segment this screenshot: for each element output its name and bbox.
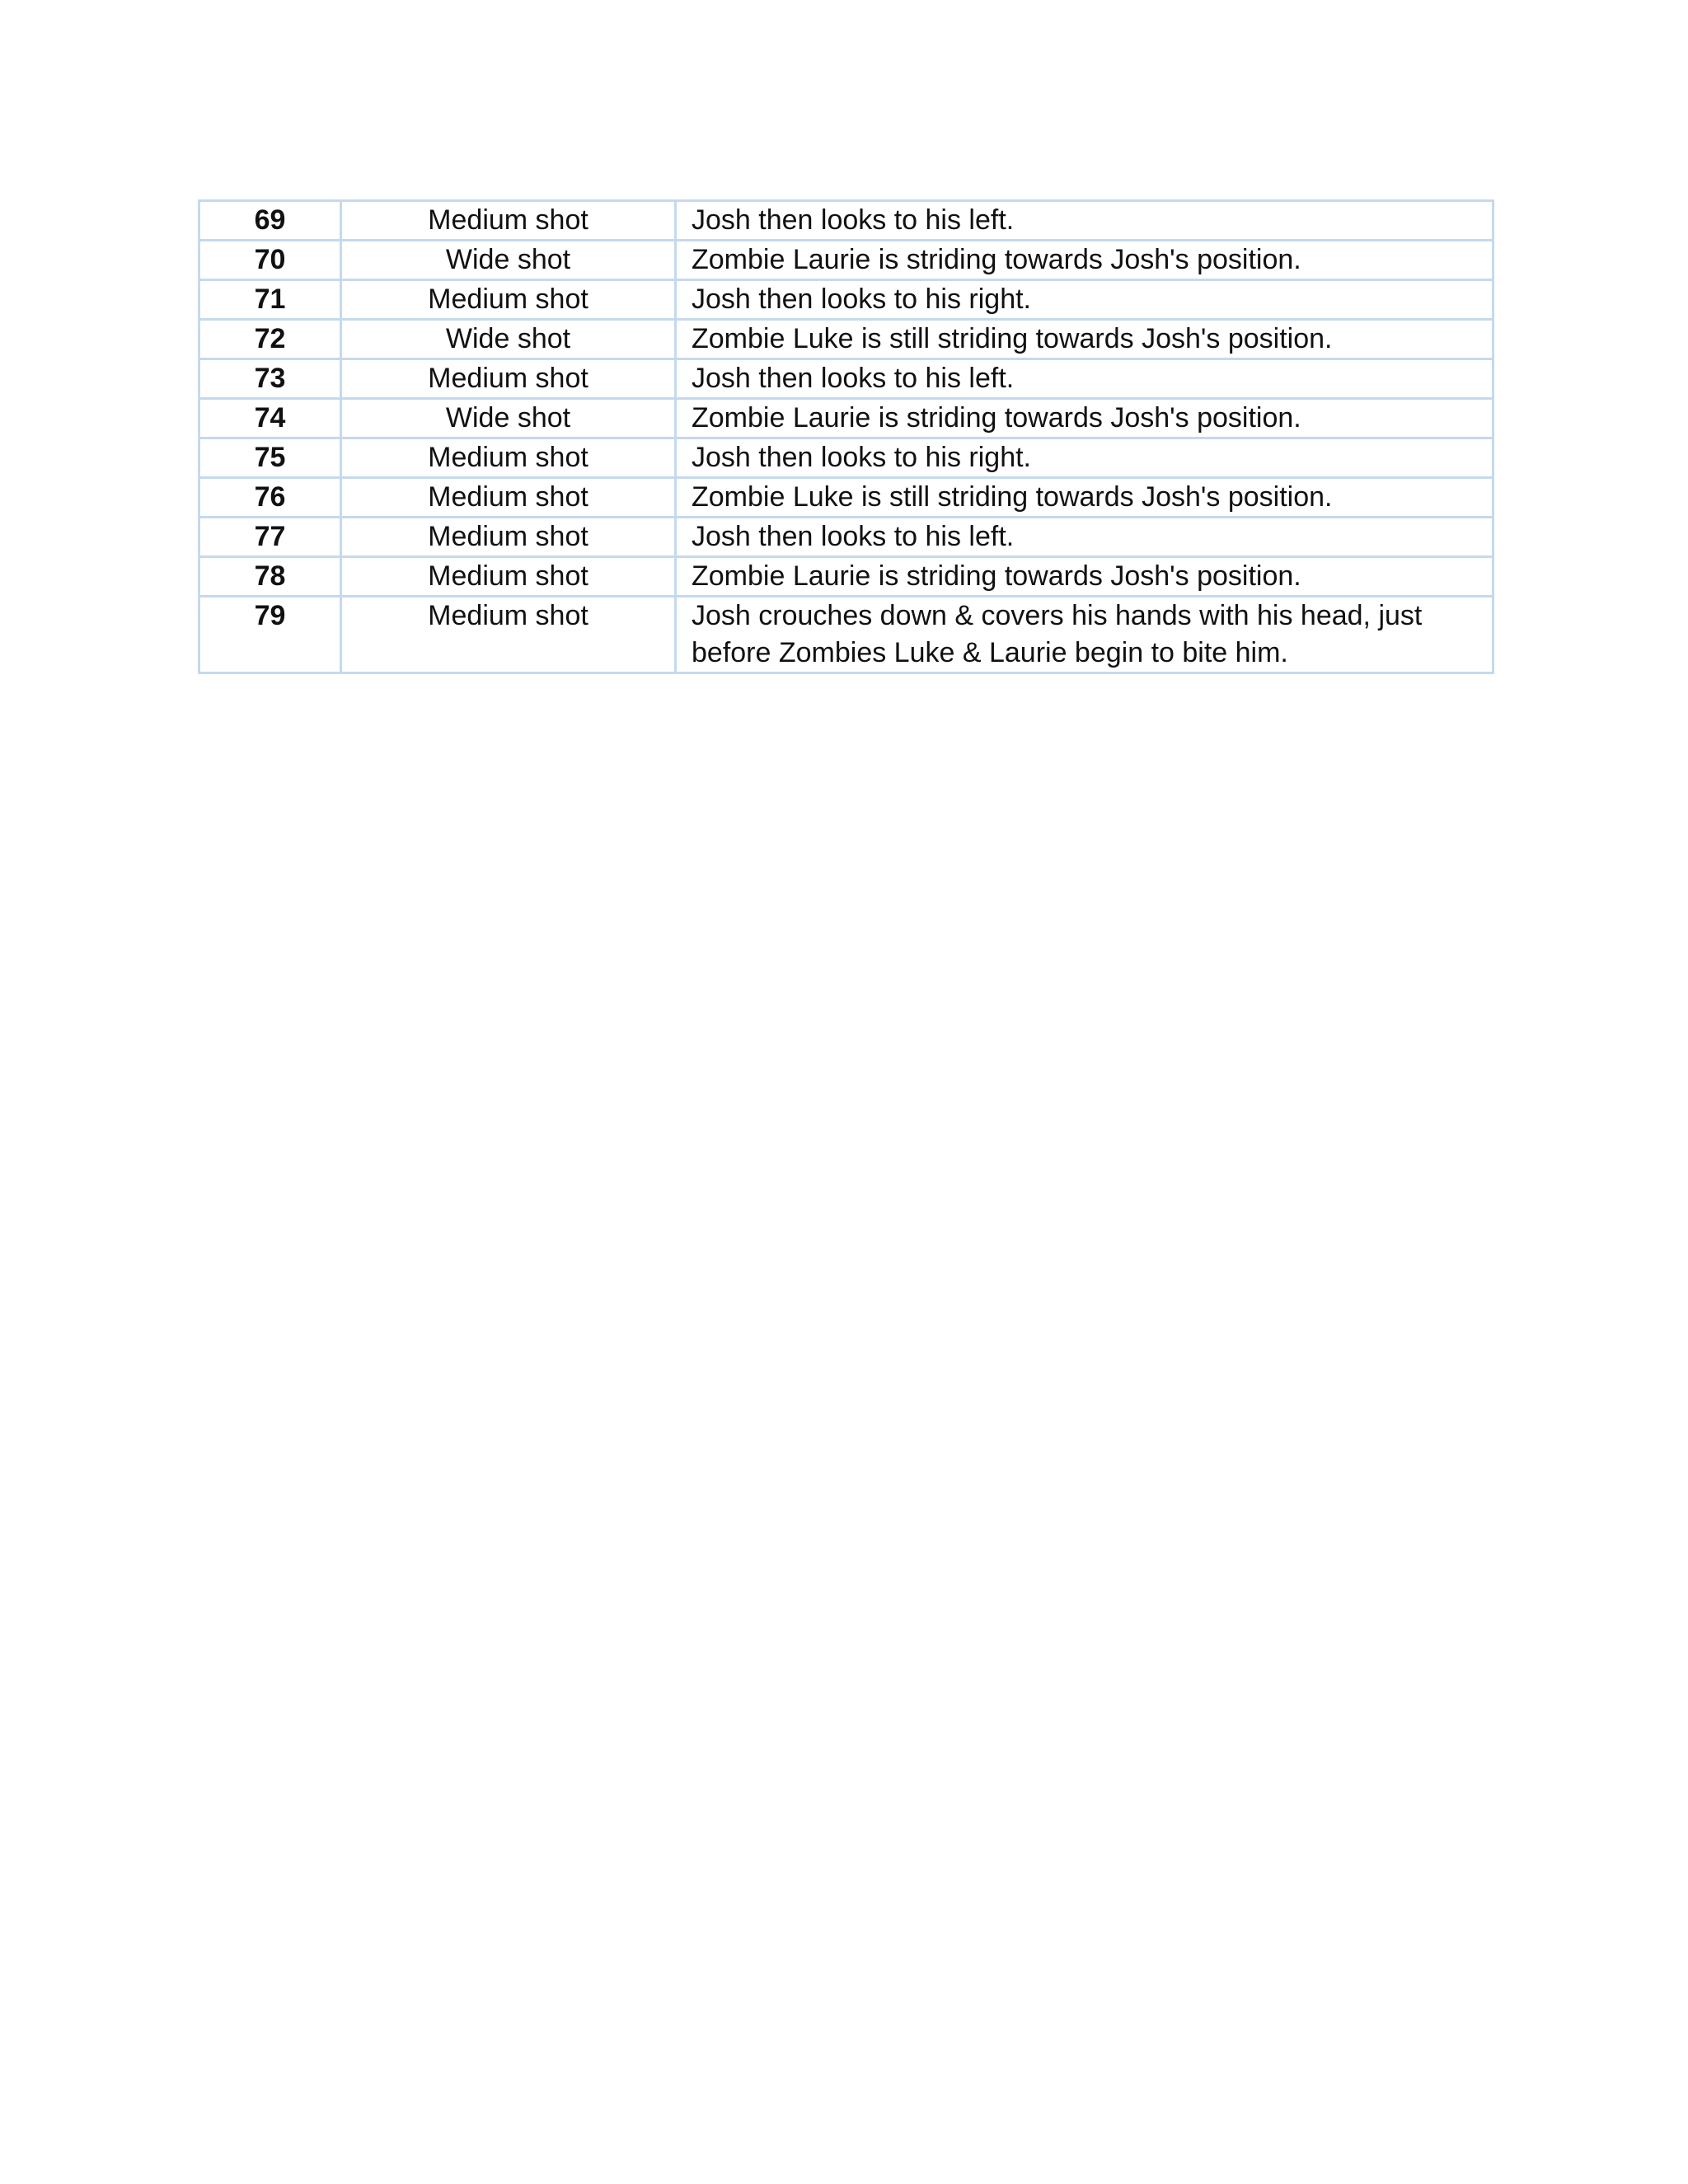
shot-number: 79 [199,597,341,673]
table-row [199,280,1493,320]
shot-number: 77 [199,518,341,557]
table-row [199,597,1493,673]
shot-description: Josh then looks to his left. [676,201,1493,241]
table-row [199,478,1493,518]
shot-type: Medium shot [341,280,676,320]
shot-description: Zombie Laurie is striding towards Josh's position. [676,399,1493,438]
shot-number: 74 [199,399,341,438]
shot-number: 75 [199,438,341,478]
shot-type: Medium shot [341,438,676,478]
table-row [199,438,1493,478]
table-row [199,399,1493,438]
shot-description: Zombie Laurie is striding towards Josh's position. [676,557,1493,597]
shot-number: 72 [199,320,341,359]
table-row [199,359,1493,399]
shot-description: Zombie Luke is still striding towards Josh's position. [676,320,1493,359]
shot-description: Zombie Laurie is striding towards Josh's position. [676,241,1493,280]
shot-number: 78 [199,557,341,597]
shot-type: Medium shot [341,478,676,518]
shot-number: 71 [199,280,341,320]
shot-description: Josh then looks to his left. [676,359,1493,399]
shot-type: Medium shot [341,557,676,597]
shot-number: 70 [199,241,341,280]
shot-number: 76 [199,478,341,518]
shot-description: Josh then looks to his left. [676,518,1493,557]
shot-description: Josh then looks to his right. [676,438,1493,478]
shot-description: Josh then looks to his right. [676,280,1493,320]
shot-type: Medium shot [341,597,676,673]
table-row [199,320,1493,359]
shot-type: Medium shot [341,359,676,399]
table-row [199,557,1493,597]
shot-list-table [198,199,1494,674]
shot-number: 73 [199,359,341,399]
table-row [199,518,1493,557]
shot-number: 69 [199,201,341,241]
shot-type: Medium shot [341,518,676,557]
shot-type: Wide shot [341,320,676,359]
shot-type: Wide shot [341,399,676,438]
shot-type: Medium shot [341,201,676,241]
shot-type: Wide shot [341,241,676,280]
table-row [199,241,1493,280]
shot-description: Zombie Luke is still striding towards Josh's position. [676,478,1493,518]
shot-description: Josh crouches down & covers his hands with his head, just before Zombies Luke & Laurie begin to bite him. [676,597,1493,673]
table-row [199,201,1493,241]
